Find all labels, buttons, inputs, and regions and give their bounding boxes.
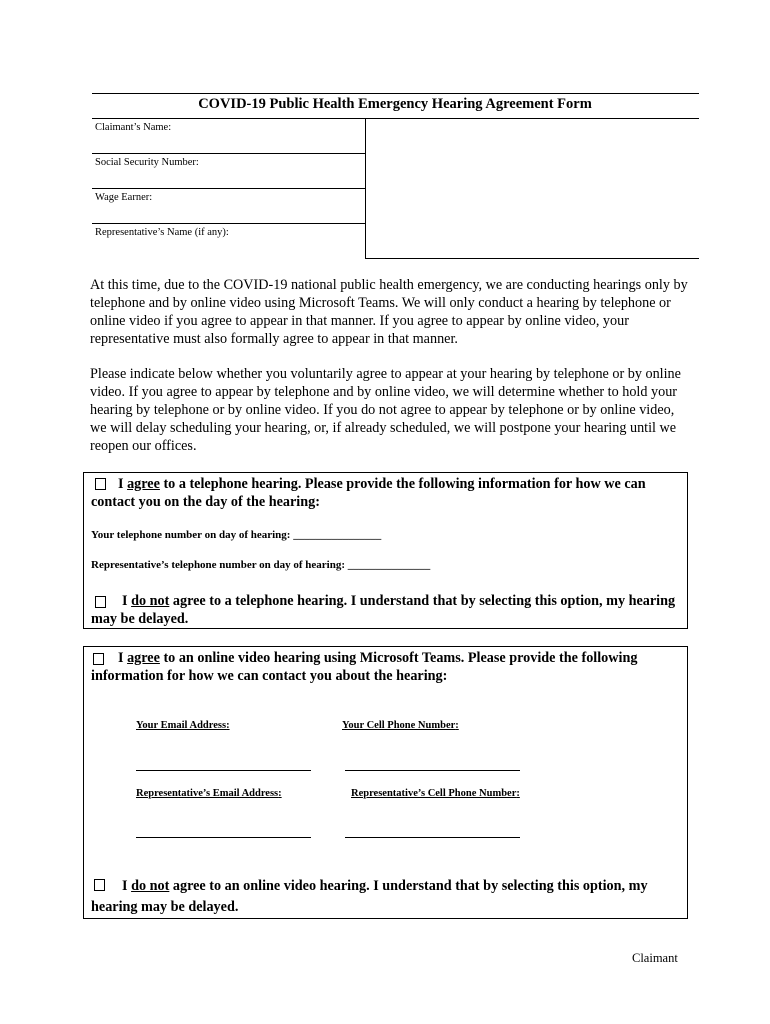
header-divider — [365, 118, 366, 258]
rep-email-label: Representative’s Email Address: — [136, 788, 282, 799]
form-title: COVID-19 Public Health Emergency Hearing Agreement Form — [198, 96, 592, 112]
title-bottom-rule — [92, 118, 699, 119]
intro-paragraph: At this time, due to the COVID-19 national public health emergency, we are conducting hearings only by telephone and by online video using Microsoft Teams. We will only conduct a hearing by telephone or online video if you agree to appear in that manner. If you agree to appear by online video, your representative must also formally agree to appear in that manner. — [90, 277, 688, 347]
rep-cell-phone-field[interactable] — [345, 837, 520, 838]
representative-name-label: Representative’s Name (if any): — [95, 227, 229, 238]
video-disagree-word: do not — [131, 878, 170, 894]
telephone-disagree-word: do not — [131, 593, 170, 609]
title-top-rule — [92, 93, 699, 94]
video-agree-word: agree — [127, 650, 160, 666]
ssn-label: Social Security Number: — [95, 157, 199, 168]
email-field[interactable] — [136, 770, 311, 771]
telephone-agree-word: agree — [127, 476, 160, 492]
claimant-name-label: Claimant’s Name: — [95, 122, 172, 133]
header-bottom-rule — [365, 258, 699, 259]
video-agree-text: I agree to an online video hearing using Microsoft Teams. Please provide the following information for how we can contact you about the hearing: — [91, 650, 638, 684]
email-label: Your Email Address: — [136, 720, 230, 731]
video-disagree-text: I do not agree to an online video hearing. I understand that by selecting this option, my hearing may be delayed. — [91, 878, 648, 915]
rep-cell-phone-label: Representative’s Cell Phone Number: — [351, 788, 520, 799]
rep-telephone-line[interactable]: Representative’s telephone number on day of hearing: _______________ — [91, 559, 431, 571]
telephone-disagree-text: I do not agree to a telephone hearing. I understand that by selecting this option, my hearing may be delayed. — [91, 593, 676, 627]
telephone-agree-text: I agree to a telephone hearing. Please provide the following information for how we can contact you on the day of the hearing: — [91, 476, 646, 510]
ssn-field[interactable] — [92, 188, 365, 189]
rep-email-field[interactable] — [136, 837, 311, 838]
instructions-paragraph: Please indicate below whether you voluntarily agree to appear at your hearing by telephone or by online video. If you agree to appear by telephone and by online video, we will determine whether to hold your hearing by telephone or by online video. If you do not agree to appear by telephone or by online video, we will delay scheduling your hearing, or, if already scheduled, we will postpone your hearing until we reopen our offices. — [90, 366, 681, 454]
cell-phone-field[interactable] — [345, 770, 520, 771]
claimant-name-field[interactable] — [92, 153, 365, 154]
footer-claimant-label: Claimant — [632, 951, 678, 965]
your-telephone-line[interactable]: Your telephone number on day of hearing: ________________ — [91, 529, 382, 541]
wage-earner-label: Wage Earner: — [95, 192, 153, 203]
wage-earner-field[interactable] — [92, 223, 365, 224]
cell-phone-label: Your Cell Phone Number: — [342, 720, 459, 731]
